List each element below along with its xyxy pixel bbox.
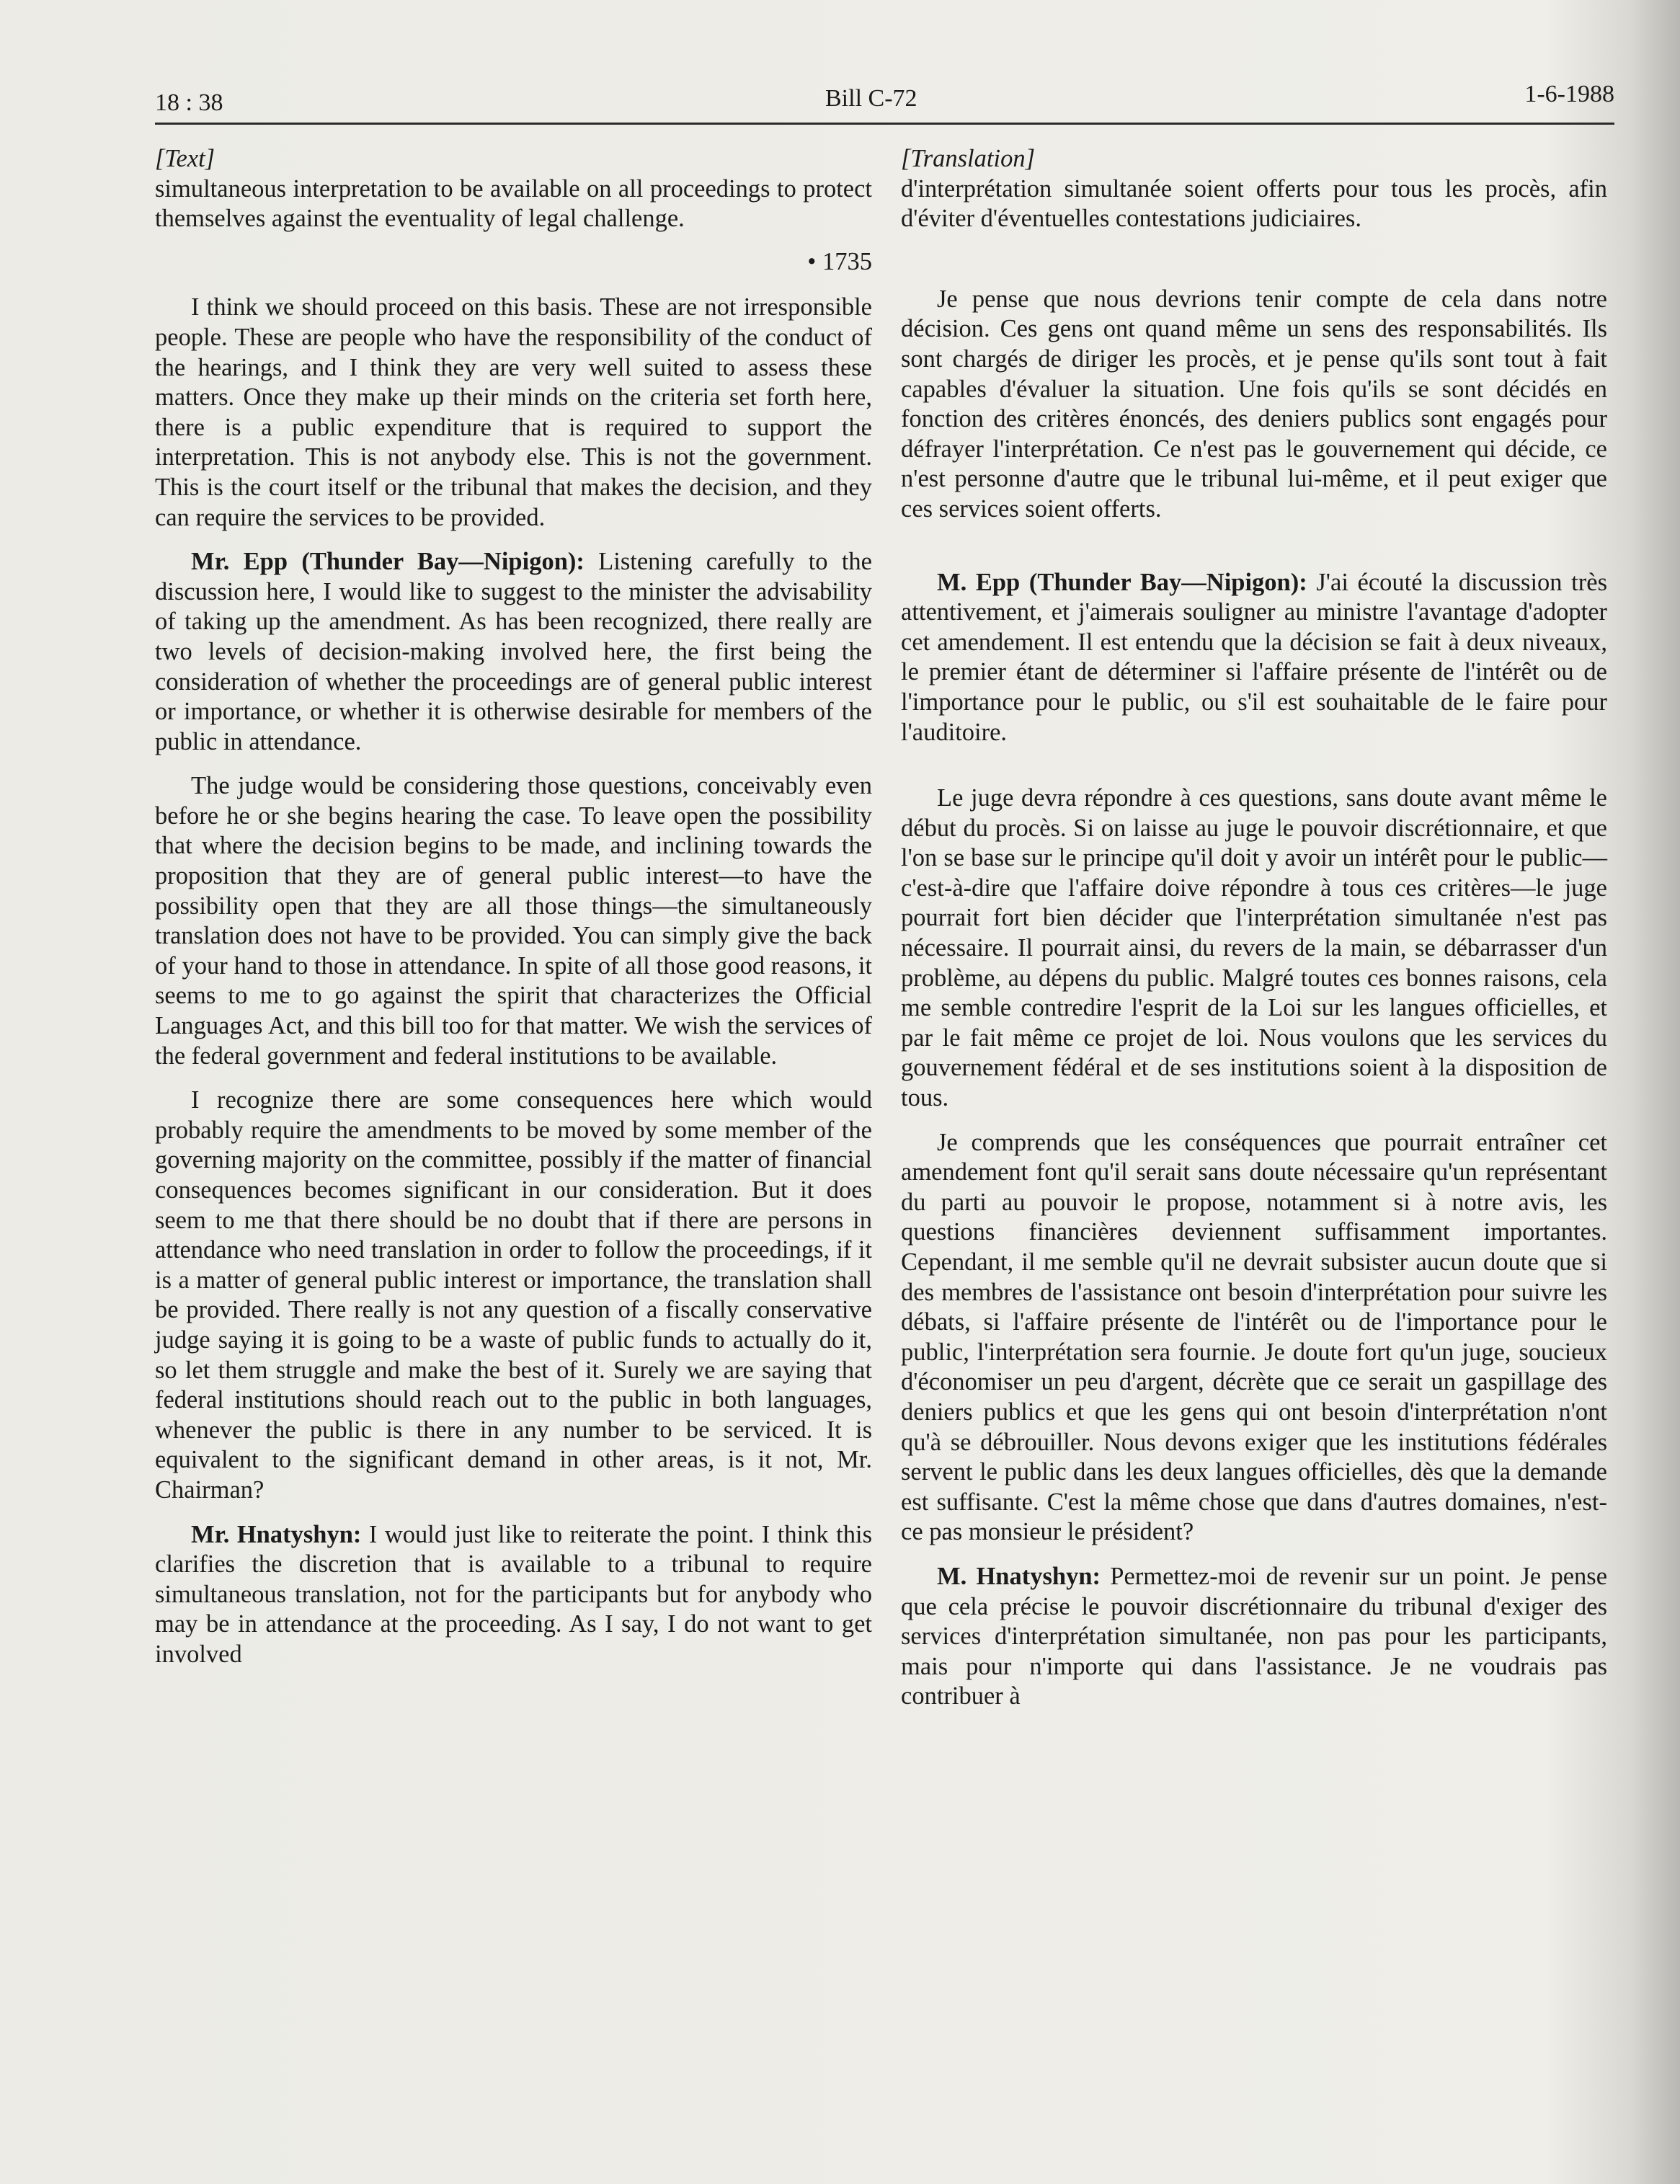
text-tag: [Text] — [155, 145, 215, 172]
speech-text: J'ai écouté la discussion très attentivement, et j'aimerais souligner au ministre l'avantage d'adopter cet amendement. Il est entendu que la décision se fait à deux niveaux, le premier étant de déterminer si l'affaire présente de l'intérêt ou de l'importance pour le public, ou s'il est souhaitable de le faire pour l'auditoire. — [901, 568, 1607, 746]
speaker-name: Mr. Hnatyshyn: — [191, 1520, 362, 1548]
speech-paragraph — [901, 568, 1607, 748]
french-column — [901, 144, 1607, 1726]
speaker-name: Mr. Epp (Thunder Bay—Nipigon): — [191, 548, 585, 576]
speech-paragraph — [155, 1520, 872, 1670]
paragraph: The judge would be considering those questions, conceivably even before he or she begins hearing the case. To leave open the possibility that where the decision begins to be made, and inclining towards the proposition that they are of general public interest—to have the possibility open that they are all those things—the simultaneously translation does not have to be provided. You can simply give the back of your hand to those in attendance. In spite of all those good reasons, it seems to me to go against the spirit that characterizes the Official Languages Act, and this bill too for that matter. We wish the services of the federal government and federal institutions to be available. — [155, 772, 872, 1070]
speech-text: Permettez-moi de revenir sur un point. Je pense que cela précise le pouvoir discrétionnaire du tribunal d'exiger des services d'interprétation simultanée, non pas pour les participants, mais pour n'importe qui dans l'assistance. Je ne voudrais pas contribuer à — [901, 1562, 1608, 1710]
speech-paragraph — [155, 547, 872, 757]
speaker-name: M. Hnatyshyn: — [937, 1562, 1101, 1590]
speech-paragraph — [901, 1562, 1607, 1712]
time-marker: • 1735 — [807, 247, 872, 275]
page-number: 18 : 38 — [155, 89, 223, 116]
paragraph: I think we should proceed on this basis. These are not irresponsible people. These are people who have the responsibility of the conduct of the hearings, and I think they are very well suited to assess these matters. Once they make up their minds on the criteria set forth here, there is a public expenditure that is required to support the interpretation. This is not anybody else. This is not the government. This is the court itself or the tribunal that makes the decision, and they can require the services to be provided. — [155, 293, 872, 531]
paragraph: Je comprends que les conséquences que pourrait entraîner cet amendement font qu'il serait sans doute nécessaire qu'un représentant du parti au pouvoir le propose, notamment si à notre avis, les questions financières deviennent suffisamment importantes. Cependant, il me semble qu'il ne devrait subsister aucun doute que si des membres de l'assistance ont besoin d'interprétation pour suivre les débats, si l'affaire présente de l'intérêt ou de l'importance pour le public, l'interprétation sera fournie. Je doute fort qu'un juge, soucieux d'économiser un peu d'argent, décrète que ce serait un gaspillage des deniers publics et que les gens qui ont besoin d'interprétation n'ont qu'à se débrouiller. Nous devons exiger que les institutions fédérales servent le public dans les deux langues officielles, dès que la demande est suffisante. C'est la même chose que dans d'autres domaines, n'est-ce pas monsieur le président? — [901, 1128, 1607, 1546]
paragraph: Le juge devra répondre à ces questions, sans doute avant même le début du procès. Si on laisse au juge le pouvoir discrétionnaire, et que l'on se base sur le principe qu'il doit y avoir un intérêt pour le public—c'est-à-dire que l'affaire doive répondre à tous ces critères—le juge pourrait fort bien décider que l'interprétation simultanée n'est pas nécessaire. Il pourrait ainsi, du revers de la main, se débarrasser d'un problème, au dépens du public. Malgré toutes ces bonnes raisons, cela me semble contredire l'esprit de la Loi sur les langues officielles, et par le fait même ce projet de loi. Nous voulons que les services du gouvernement fédéral et de ses institutions soient à la disposition de tous. — [901, 784, 1607, 1112]
english-column — [155, 144, 872, 1684]
paragraph: I recognize there are some consequences here which would probably require the amendments to be moved by some member of the governing majority on the committee, possibly if the matter of financial consequences becomes significant in our consideration. But it does seem to me that there should be no doubt that if there are persons in attendance who need translation in order to follow the proceedings, if it is a matter of general public interest or importance, the translation shall be provided. There really is not any question of a fiscally conservative judge saying it is going to be a waste of public funds to actually do it, so let them struggle and make the best of it. Surely we are saying that federal institutions should reach out to the public in both languages, whenever the public is there in any number to be serviced. It is equivalent to the significant demand in other areas, is it not, Mr. Chairman? — [155, 1086, 872, 1504]
speaker-name: M. Epp (Thunder Bay—Nipigon): — [937, 568, 1307, 596]
paragraph: d'interprétation simultanée soient offerts pour tous les procès, afin d'éviter d'éventuelles contestations judiciaires. — [901, 174, 1607, 233]
paragraph: simultaneous interpretation to be available on all proceedings to protect themselves against the eventuality of legal challenge. — [155, 174, 872, 233]
translation-tag: [Translation] — [901, 145, 1035, 172]
page-header — [155, 81, 1614, 124]
speech-text: Listening carefully to the discussion here, I would like to suggest to the minister the advisability of taking up the amendment. As has been recognized, there really are two levels of decision-making involved here, the first being the consideration of whether the proceedings are of general public interest or importance, or whether it is otherwise desirable for members of the public in attendance. — [155, 548, 872, 755]
bill-title: Bill C-72 — [825, 85, 917, 112]
header-rule — [155, 123, 1614, 125]
paragraph: Je pense que nous devrions tenir compte de cela dans notre décision. Ces gens ont quand même un sens des responsabilités. Ils sont chargés de diriger les procès, et je pense qu'ils sont tout à fait capables d'évaluer la situation. Une fois qu'ils se sont décidés en fonction des critères énoncés, des deniers publics sont engagés pour défrayer l'interprétation. Ce n'est pas le gouvernement qui décide, ce n'est personne d'autre que le tribunal lui-même, et il peut exiger que ces services soient offerts. — [901, 285, 1607, 523]
speech-text: I would just like to reiterate the point. I think this clarifies the discretion that is available to a tribunal to require simultaneous translation, not for the participants but for anybody who may be in attendance at the proceeding. As I say, I do not want to get involved — [155, 1520, 873, 1668]
page-date: 1-6-1988 — [1524, 81, 1614, 107]
